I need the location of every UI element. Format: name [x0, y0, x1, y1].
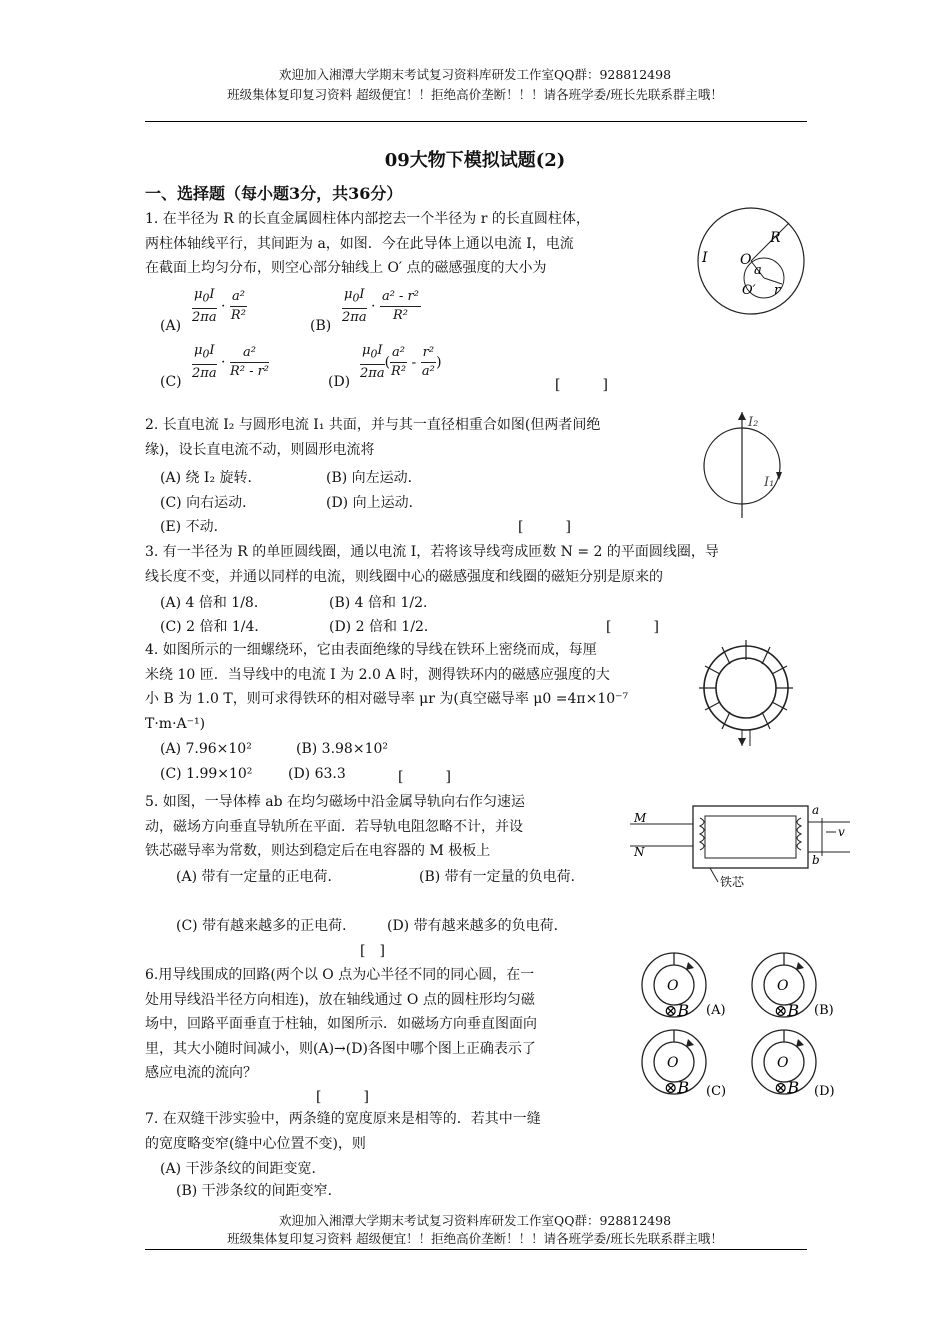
fig1-label-o: O: [740, 252, 752, 268]
fig1-label-i: I: [702, 250, 708, 266]
fig2-label-i2: I₂: [748, 415, 759, 430]
page-title: 09大物下模拟试题(2): [384, 150, 566, 171]
q2-option-c: (C) 向右运动．: [160, 495, 257, 511]
q1-option-c-formula: $\frac{\mu_0I}{2\pi a}$ · $\frac{\text{a²}}{\text{R² - r²}}$: [192, 343, 270, 381]
q4-option-d: (D) 63.3: [288, 766, 346, 782]
q1-figure: [694, 206, 814, 316]
fig6b-field: ⊗B: [774, 1001, 800, 1020]
fig5-label-b: b: [812, 853, 820, 867]
q1-line-1: 1. 在半径为 R 的长直金属圆柱体内部挖去一个半径为 r 的长直圆柱体，: [145, 211, 590, 227]
q5-option-b: (B) 带有一定量的负电荷．: [419, 869, 585, 885]
q6-figure-c: [642, 1030, 726, 1099]
q3-option-a: (A) 4 倍和 1/8．: [160, 595, 268, 611]
q6-line-4: 里，其大小随时间减小，则(A)→(D)各图中哪个图上正确表示了: [145, 1040, 536, 1057]
fig6b-label: (B): [814, 1003, 834, 1018]
q2-figure: [694, 410, 794, 520]
footer-line-1: 欢迎加入湘潭大学期末考试复习资料库研发工作室QQ群：928812498: [278, 1213, 672, 1228]
fig6d-center: O: [777, 1055, 789, 1071]
q2-answer-bracket: [ ]: [518, 519, 571, 535]
fig1-label-oprime: O′: [742, 283, 756, 298]
q7-option-b: (B) 干涉条纹的间距变窄．: [176, 1183, 342, 1199]
q6-line-1: 6.用导线围成的回路(两个以 O 点为心半径不同的同心圆，在一: [145, 967, 535, 983]
question-3-text: [145, 540, 719, 589]
fig6c-label: (C): [706, 1084, 727, 1099]
q3-option-d: (D) 2 倍和 1/2．: [329, 619, 438, 635]
q6-figures: [634, 950, 839, 1100]
q5-answer-bracket: [ ]: [360, 943, 385, 959]
q1-option-b-label: (B): [310, 318, 332, 334]
q2-option-b: (B) 向左运动．: [326, 470, 422, 486]
fig6a-label: (A): [706, 1003, 726, 1018]
fig5-label-m: M: [634, 811, 647, 825]
q4-line-3: 小 B 为 1.0 T，则可求得铁环的相对磁导率 μr 为(真空磁导率 μ0 =4π×10⁻⁷: [145, 691, 629, 707]
q5-option-d: (D) 带有越来越多的负电荷．: [387, 918, 568, 934]
q3-line-1: 3. 有一半径为 R 的单匝圆线圈，通以电流 I，若将该导线弯成匝数 N = 2 的平面圆线圈，导: [145, 544, 719, 560]
fig1-label-r-small: r: [774, 283, 781, 298]
q5-option-a: (A) 带有一定量的正电荷．: [176, 869, 342, 885]
fig5-label-n: N: [634, 845, 645, 859]
q2-option-e: (E) 不动．: [160, 519, 228, 535]
q2-option-d: (D) 向上运动．: [326, 495, 423, 511]
q5-line-2: 动，磁场方向垂直导轨所在平面．若导轨电阻忽略不计，并设: [145, 818, 523, 835]
q2-option-a: (A) 绕 I₂ 旋转．: [160, 470, 262, 486]
q4-option-b: (B) 3.98×10²: [296, 741, 388, 757]
header-line-1: 欢迎加入湘潭大学期末考试复习资料库研发工作室QQ群：928812498: [278, 67, 672, 82]
q1-line-3: 在截面上均匀分布，则空心部分轴线上 O′ 点的磁感强度的大小为: [145, 260, 547, 276]
q1-option-c-label: (C): [160, 374, 182, 390]
q1-option-a-formula: $\frac{\mu_0I}{2\pi a}$ · $\frac{\text{a²}}{\text{R²}}$: [192, 287, 246, 325]
question-6-text: [145, 963, 537, 1086]
footer-line-2: 班级集体复印复习资料 超级便宜！！拒绝高价垄断！！！请各班学委/班长先联系群主哦！: [227, 1231, 723, 1246]
q5-option-c: (C) 带有越来越多的正电荷．: [176, 918, 357, 934]
q3-answer-bracket: [ ]: [606, 619, 659, 635]
q5-line-3: 铁芯磁导率为常数，则达到稳定后在电容器的 M 极板上: [145, 843, 491, 859]
q4-answer-bracket: [ ]: [398, 769, 451, 785]
q1-line-2: 两柱体轴线平行，其间距为 a，如图．今在此导体上通以电流 I，电流: [145, 235, 574, 252]
q1-answer-bracket: [ ]: [555, 377, 608, 393]
fig1-label-a: a: [754, 263, 762, 278]
q7-line-1: 7. 在双缝干涉实验中，两条缝的宽度原来是相等的．若其中一缝: [145, 1111, 541, 1127]
question-4-text: [145, 638, 628, 736]
q6-line-3: 场中，回路平面垂直于柱轴，如图所示．如磁场方向垂直图面向: [145, 1016, 537, 1032]
fig2-label-i1: I₁: [764, 475, 775, 490]
q4-option-a: (A) 7.96×10²: [160, 741, 252, 757]
fig6c-center: O: [667, 1055, 679, 1071]
q2-line-1: 2. 长直电流 I₂ 与圆形电流 I₁ 共面，并与其一直径相重合如图(但两者间绝: [145, 417, 601, 433]
q7-option-a: (A) 干涉条纹的间距变宽．: [160, 1161, 326, 1177]
q6-line-5: 感应电流的流向？: [145, 1065, 257, 1081]
question-7-text: [145, 1107, 541, 1156]
q4-toroid-figure: [698, 636, 798, 748]
fig5-label-v: v: [838, 825, 845, 839]
q3-option-b: (B) 4 倍和 1/2．: [329, 595, 438, 611]
header-line-2: 班级集体复印复习资料 超级便宜！！拒绝高价垄断！！！请各班学委/班长先联系群主哦！: [227, 87, 723, 102]
fig6b-center: O: [777, 978, 789, 994]
q6-answer-bracket: [ ]: [316, 1089, 369, 1105]
question-2-text: [145, 413, 600, 462]
q3-option-c: (C) 2 倍和 1/4．: [160, 619, 269, 635]
q1-option-d-formula: $\frac{\mu_0I}{2\pi a}$ ( $\frac{\text{a²}}{\text{R²}}$ - $\frac{\text{r²}}{\text{a²}}$ ): [360, 343, 442, 381]
q1-option-a-label: (A): [160, 318, 182, 334]
q1-option-d-label: (D): [328, 374, 351, 390]
fig5-label-core: 铁芯: [720, 875, 745, 889]
header-rule: [145, 121, 807, 122]
q6-figure-a: [642, 953, 726, 1020]
q3-line-2: 线长度不变，并通以同样的电流，则线圈中心的磁感强度和线圈的磁矩分别是原来的: [145, 568, 663, 585]
fig6d-label: (D): [814, 1084, 835, 1099]
question-1-text: [145, 207, 590, 281]
q6-line-2: 处用导线沿半径方向相连)，放在轴线通过 O 点的圆柱形均匀磁: [145, 991, 535, 1008]
q4-option-c: (C) 1.99×10²: [160, 766, 253, 782]
section-heading: 一、选择题（每小题3分，共36分）: [145, 184, 403, 203]
q4-line-4: T·m·A⁻¹): [145, 715, 206, 732]
q5-figure: [630, 800, 850, 890]
q1-option-b-formula: $\frac{\mu_0I}{2\pi a}$ · $\frac{\text{a² - r²}}{\text{R²}}$: [342, 287, 419, 325]
q2-line-2: 缘)，设长直电流不动，则圆形电流将: [145, 441, 375, 458]
question-5-text: [145, 790, 525, 864]
q5-line-1: 5. 如图，一导体棒 ab 在均匀磁场中沿金属导轨向右作匀速运: [145, 794, 526, 810]
fig1-label-r-big: R: [770, 230, 781, 246]
fig6a-center: O: [667, 978, 679, 994]
fig6c-field: ⊗B: [664, 1078, 690, 1097]
footer-rule: [145, 1249, 807, 1250]
fig6a-field: ⊗B: [664, 1001, 690, 1020]
fig5-label-a: a: [812, 803, 820, 817]
q6-figure-d: [752, 1030, 835, 1099]
q4-line-1: 4. 如图所示的一细螺绕环，它由表面绝缘的导线在铁环上密绕而成，每厘: [145, 642, 597, 658]
fig6d-field: ⊗B: [774, 1078, 800, 1097]
q6-figure-b: [752, 953, 834, 1020]
q7-line-2: 的宽度略变窄(缝中心位置不变)，则: [145, 1135, 366, 1152]
q4-line-2: 米绕 10 匝．当导线中的电流 I 为 2.0 A 时，测得铁环内的磁感应强度的大: [145, 666, 610, 683]
